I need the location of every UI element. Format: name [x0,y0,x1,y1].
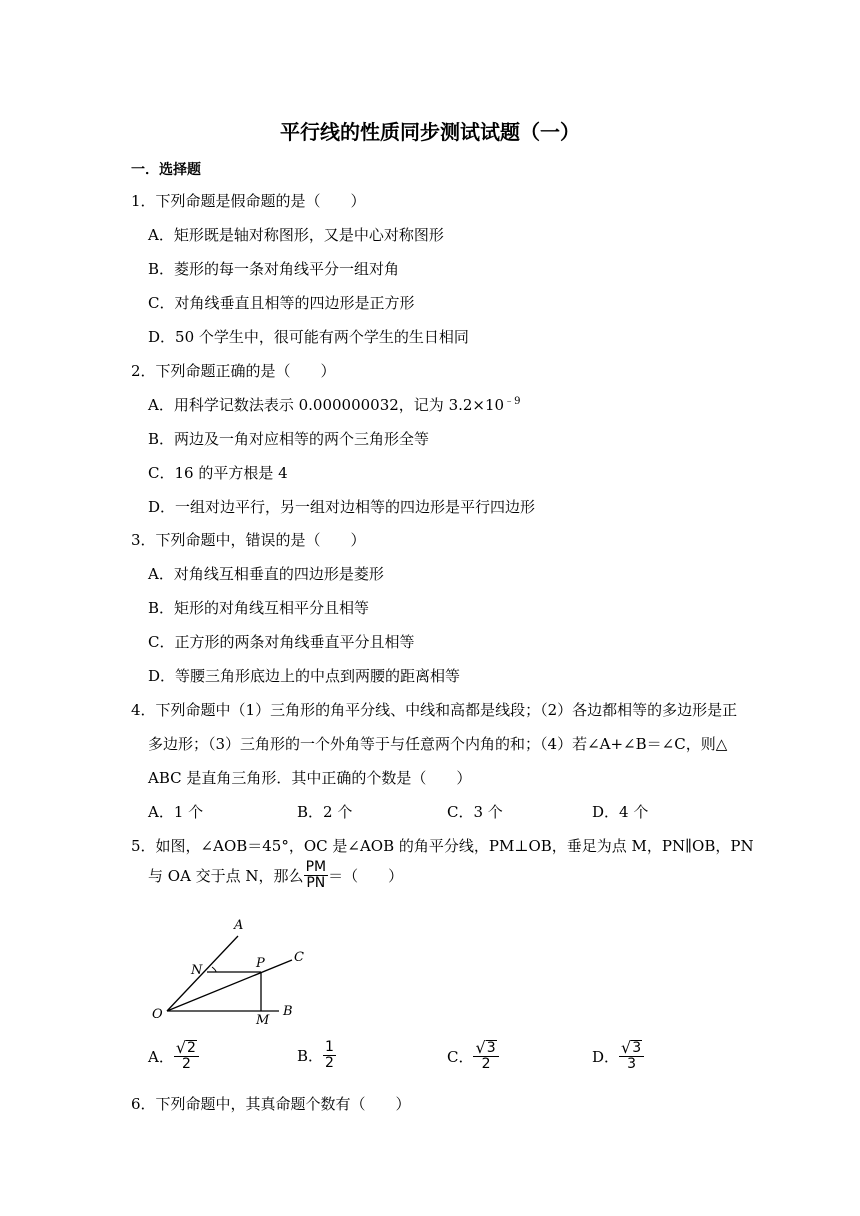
question-4-line-1: 4．下列命题中（1）三角形的角平分线、中线和高都是线段；（2）各边都相等的多边形是正 [131,701,738,719]
question-5-option-c [447,1040,499,1073]
question-3-option-c: C．正方形的两条对角线垂直平分且相等 [148,633,415,651]
question-3-stem: 3．下列命题中，错误的是（ ） [131,531,366,549]
exponent: ﹣9 [504,396,521,407]
option-fraction [473,1040,498,1073]
radicand: 3 [632,1040,642,1056]
question-1-option-c: C．对角线垂直且相等的四边形是正方形 [148,294,415,312]
radicand: 2 [187,1040,196,1056]
question-1-stem: 1．下列命题是假命题的是（ ） [131,192,366,210]
question-2-option-a [148,394,520,415]
question-2-option-d: D．一组对边平行，另一组对边相等的四边形是平行四边形 [148,498,536,516]
fraction-numerator: √ 3 [619,1040,644,1057]
question-1-option-a: A．矩形既是轴对称图形，又是中心对称图形 [148,226,444,244]
option-letter: C． [447,1047,474,1066]
fraction-numerator: 1 [325,1039,334,1055]
fraction-denominator: 2 [481,1056,491,1073]
question-4-option-d: D．4 个 [592,803,649,821]
fraction-denominator: 2 [325,1055,334,1072]
pm-over-pn-fraction [304,860,329,892]
option-letter: D． [592,1047,620,1066]
question-4-line-3: ABC 是直角三角形．其中正确的个数是（ ） [148,769,472,787]
fraction-denominator: 2 [181,1056,191,1073]
label-p: P [256,956,265,971]
question-4-option-c: C．3 个 [447,803,503,821]
question-5-option-d [592,1040,644,1073]
radicand: 3 [486,1040,496,1056]
label-b: B [283,1004,293,1019]
question-5-line-1: 5．如图，∠AOB＝45°，OC 是∠AOB 的角平分线，PM⊥OB，垂足为点 M，PN∥OB，PN [131,837,754,855]
option-fraction [323,1040,336,1072]
fraction-numerator: √ 3 [473,1040,498,1057]
question-1-option-d: D．50 个学生中，很可能有两个学生的生日相同 [148,328,469,346]
question-2-option-a-text: A．用科学记数法表示 0.000000032，记为 3.2×10 [148,396,505,414]
question-2-stem: 2．下列命题正确的是（ ） [131,362,336,380]
question-3-option-a: A．对角线互相垂直的四边形是菱形 [148,565,384,583]
fraction-denominator: PN [306,875,326,892]
question-4-line-2: 多边形；（3）三角形的一个外角等于与任意两个内角的和；（4）若∠A+∠B＝∠C，则△ [148,735,728,753]
label-a: A [234,918,244,933]
section-heading: 一．选择题 [131,162,201,178]
question-5-line-2-text: 与 OA 交于点 N，那么 [148,867,304,886]
question-4-option-a: A．1 个 [148,803,204,821]
fraction-numerator: PM [305,859,327,875]
label-m: M [256,1013,270,1028]
option-letter: A． [148,1047,174,1066]
page-title: 平行线的性质同步测试试题（一） [280,120,580,144]
question-5-line-2 [148,860,403,892]
question-5-option-b [297,1040,336,1072]
angle-bisector-figure [148,912,313,1032]
question-5-option-a [148,1040,199,1073]
question-2-option-b: B．两边及一角对应相等的两个三角形全等 [148,430,430,448]
ray-oa [167,936,238,1011]
question-2-option-c: C．16 的平方根是 4 [148,464,288,482]
ray-oc [167,960,292,1011]
option-letter: B． [297,1047,324,1066]
label-c: C [294,950,304,965]
fraction-denominator: 3 [627,1056,637,1073]
question-4-option-b: B．2 个 [297,803,353,821]
question-3-option-b: B．矩形的对角线互相平分且相等 [148,599,370,617]
option-fraction [174,1040,199,1073]
fraction-numerator: √ 2 [174,1040,199,1057]
label-n: N [191,963,203,978]
question-6-stem: 6．下列命题中，其真命题个数有（ ） [131,1095,411,1113]
label-o: O [152,1007,163,1022]
question-1-option-b: B．菱形的每一条对角线平分一组对角 [148,260,400,278]
angle-mark-n [212,967,216,972]
question-3-option-d: D．等腰三角形底边上的中点到两腰的距离相等 [148,667,461,685]
option-fraction [619,1040,644,1073]
question-5-line-2-suffix: ＝（ ） [328,867,404,886]
